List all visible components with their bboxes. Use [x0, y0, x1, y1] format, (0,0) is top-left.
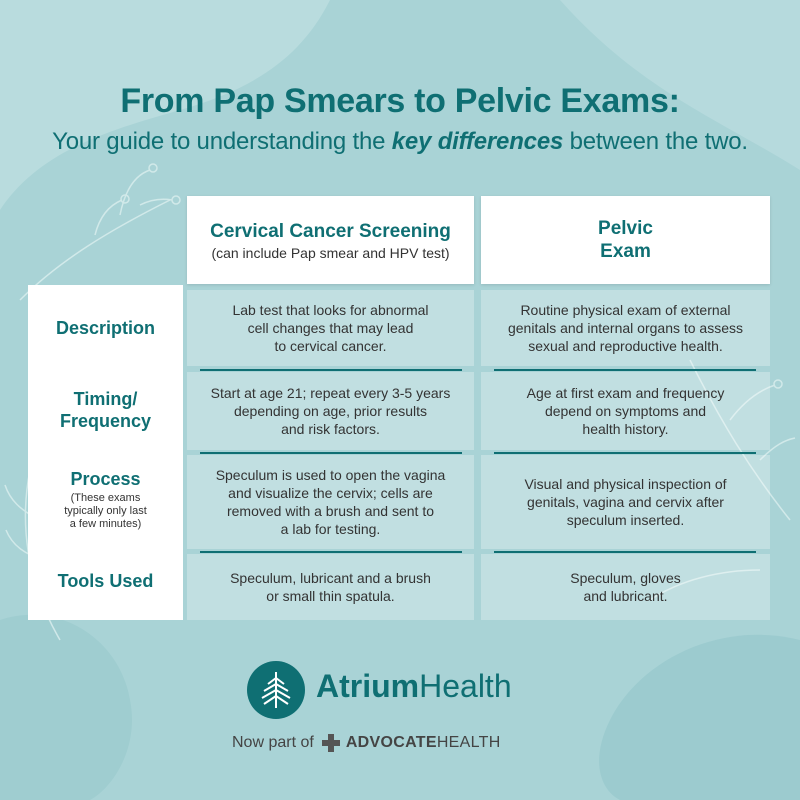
cell-line: Visual and physical inspection of [524, 476, 727, 492]
cell-timing-screening [187, 372, 474, 450]
cell-line: Speculum is used to open the vagina [215, 467, 446, 483]
cell-line: speculum inserted. [566, 512, 685, 528]
partner-name-regular: HEALTH [436, 734, 501, 751]
row-divider [200, 551, 462, 553]
row-label-timing [28, 388, 183, 432]
cell-line: cell changes that may lead [247, 320, 414, 336]
row-note-line: typically only last [64, 505, 147, 517]
advocate-plus-icon [322, 734, 340, 752]
cell-line: Age at first exam and frequency [526, 385, 725, 401]
cell-process-pelvic [481, 455, 770, 549]
column-heading-line2: Exam [600, 241, 651, 262]
column-heading-line1: Pelvic [598, 218, 653, 239]
row-label-process [28, 468, 183, 531]
row-label-line1: Timing/ [73, 389, 138, 409]
cell-line: health history. [582, 421, 669, 437]
row-note-line: a few minutes) [69, 518, 142, 530]
row-label-line2: Frequency [59, 411, 152, 431]
cell-line: a lab for testing. [280, 521, 381, 537]
column-heading: Cervical Cancer Screening [210, 220, 451, 242]
cell-tools-screening [187, 554, 474, 620]
column-header-cervical-screening [187, 196, 474, 284]
column-subheading: (can include Pap smear and HPV test) [211, 244, 450, 261]
cell-line: Lab test that looks for abnormal [232, 302, 429, 318]
row-divider [200, 452, 462, 454]
subtitle-text-before: Your guide to understanding the [52, 128, 392, 155]
row-label-text: Process [70, 469, 141, 489]
partner-name-bold: ADVOCATE [345, 734, 437, 751]
row-labels-panel [28, 285, 183, 620]
partner-line [232, 734, 501, 752]
column-header-pelvic-exam [481, 196, 770, 284]
row-note-line: (These exams [70, 492, 141, 504]
cell-line: depending on age, prior results [233, 403, 427, 419]
cell-process-screening [187, 455, 474, 549]
cell-line: Routine physical exam of external [520, 302, 731, 318]
brand-name [316, 668, 512, 705]
cell-line: Speculum, lubricant and a brush [230, 570, 431, 586]
row-divider [494, 551, 756, 553]
cell-line: and risk factors. [281, 421, 380, 437]
row-divider [200, 369, 462, 371]
cell-description-screening [187, 290, 474, 366]
cell-line: and visualize the cervix; cells are [228, 485, 433, 501]
cell-description-pelvic [481, 290, 770, 366]
cell-line: Speculum, gloves [570, 570, 681, 586]
brand-name-bold: Atrium [316, 668, 420, 704]
cell-timing-pelvic [481, 372, 770, 450]
row-note [28, 492, 183, 531]
cell-line: removed with a brush and sent to [226, 503, 434, 519]
row-divider [494, 369, 756, 371]
subtitle-emphasis: key differences [391, 128, 564, 155]
subtitle-text-after: between the two. [563, 128, 748, 155]
cell-line: genitals, vagina and cervix after [527, 494, 724, 510]
cell-line: to cervical cancer. [274, 338, 387, 354]
cell-tools-pelvic [481, 554, 770, 620]
cell-line: depend on symptoms and [544, 403, 707, 419]
cell-line: and lubricant. [583, 588, 668, 604]
atrium-health-tree-logo-icon [246, 660, 306, 720]
row-divider [494, 452, 756, 454]
row-label-tools: Tools Used [57, 571, 154, 591]
cell-line: or small thin spatula. [266, 588, 395, 604]
page-subtitle [0, 128, 800, 156]
row-label-description: Description [55, 318, 156, 338]
page-title: From Pap Smears to Pelvic Exams: [120, 82, 680, 120]
cell-line: genitals and internal organs to assess [507, 320, 744, 336]
cell-line: Start at age 21; repeat every 3-5 years [210, 385, 451, 401]
cell-line: sexual and reproductive health. [528, 338, 723, 354]
now-part-of-text: Now part of [232, 734, 314, 751]
brand-name-regular: Health [419, 668, 512, 704]
